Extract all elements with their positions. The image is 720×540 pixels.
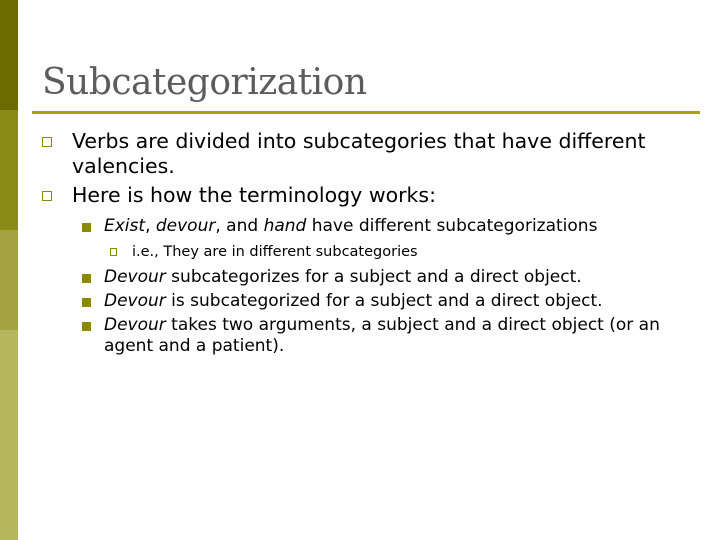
sub-bullet-item (40, 267, 690, 288)
filled-square-bullet-icon (82, 223, 91, 232)
sub-bullet-item (40, 216, 690, 237)
sub-bullet-item (40, 315, 690, 357)
side-bar-segment (0, 230, 18, 330)
slide-title: Subcategorization (42, 62, 367, 103)
bullet-text: Verbs are divided into subcategories that have different valencies. (72, 129, 646, 178)
hollow-square-bullet-icon (110, 248, 117, 256)
bullet-text: Here is how the terminology works: (72, 183, 437, 207)
sub-bullet-text: Devour takes two arguments, a subject and a direct object (or an agent and a patient). (104, 315, 660, 356)
side-bar-segment (0, 330, 18, 540)
bullet-item (40, 183, 690, 208)
hollow-square-bullet-icon (42, 137, 52, 147)
side-accent-bar (0, 0, 18, 540)
sub-sub-bullet-item (40, 243, 690, 261)
slide-body (40, 125, 690, 357)
filled-square-bullet-icon (82, 322, 91, 331)
side-bar-segment (0, 110, 18, 230)
bullet-item (40, 129, 690, 179)
sub-bullet-item (40, 291, 690, 312)
sub-sub-bullet-text: i.e., They are in different subcategories (132, 244, 418, 260)
sub-bullet-text: Exist, devour, and hand have different subcategorizations (104, 216, 598, 236)
side-bar-segment (0, 0, 18, 110)
filled-square-bullet-icon (82, 298, 91, 307)
sub-bullet-text: Devour subcategorizes for a subject and a direct object. (104, 267, 582, 287)
title-underline (32, 111, 700, 114)
filled-square-bullet-icon (82, 274, 91, 283)
sub-bullet-text: Devour is subcategorized for a subject and a direct object. (104, 291, 603, 311)
hollow-square-bullet-icon (42, 191, 52, 201)
